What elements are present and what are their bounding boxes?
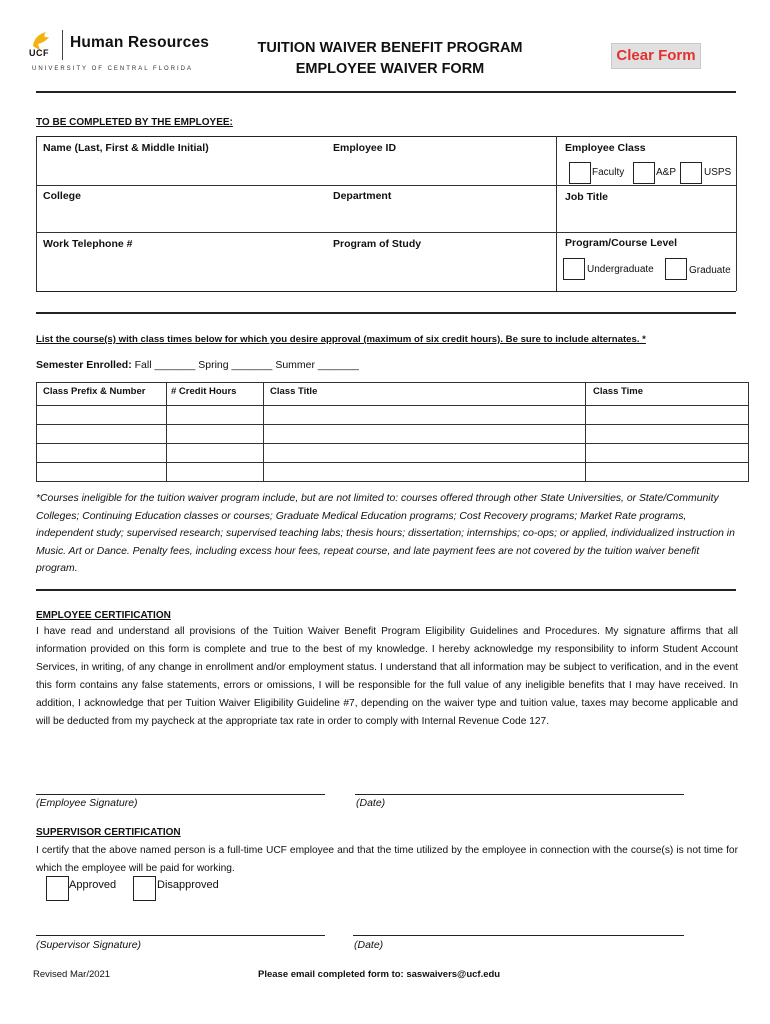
email-note: Please email completed form to: saswaivers@ucf.edu bbox=[258, 969, 501, 980]
work-phone-label: Work Telephone # bbox=[43, 238, 133, 250]
ap-label: A&P bbox=[656, 167, 677, 178]
course-col-divider bbox=[263, 382, 264, 482]
clear-form-button[interactable]: Clear Form bbox=[611, 43, 701, 69]
department-label: Department bbox=[333, 190, 392, 202]
employee-certification-text: I have read and understand all provisions of the Tuition Waiver Benefit Program Eligibility Guidelines and Procedures. My signature affirms that all information provided on this form is complete and true to the best of my knowledge. I hereby acknowledge my responsibility to inform Student Account Services, in writing, of any change in enrollment and/or employment status. I understand that all information may be subject to verification, and in the event this form contains any false statements, errors or omissions, I will be responsible for the full value of any ineligible benefits that I may have received. In addition, I acknowledge that per Tuition Waiver Eligibility Guideline #7, depending on the waiver type and tuition value, taxes may become applicable and will be deducted from my paycheck at the appropriate tax rate in order to comply with Internal Revenue Code 127. bbox=[36, 626, 738, 727]
employee-section-heading: TO BE COMPLETED BY THE EMPLOYEE: bbox=[36, 117, 233, 128]
name-label: Name (Last, First & Middle Initial) bbox=[43, 142, 209, 154]
form-title bbox=[220, 38, 560, 80]
program-label: Program of Study bbox=[333, 238, 422, 250]
table-border-left bbox=[36, 136, 37, 291]
approved-label: Approved bbox=[69, 879, 117, 891]
supervisor-signature-label: (Supervisor Signature) bbox=[36, 939, 142, 951]
table-row-line bbox=[36, 185, 736, 186]
employee-signature-line[interactable] bbox=[36, 794, 325, 795]
employee-date-label: (Date) bbox=[356, 797, 386, 809]
usps-checkbox[interactable] bbox=[680, 162, 702, 184]
graduate-checkbox[interactable] bbox=[665, 258, 687, 280]
job-title-label: Job Title bbox=[565, 191, 608, 203]
class-time-input[interactable] bbox=[586, 406, 748, 424]
faculty-checkbox[interactable] bbox=[569, 162, 591, 184]
col-credit-hours: # Credit Hours bbox=[171, 386, 237, 397]
semester-label: Semester Enrolled: bbox=[36, 359, 132, 371]
col-class-prefix: Class Prefix & Number bbox=[43, 386, 146, 397]
course-instruction: List the course(s) with class times below for which you desire approval (maximum of six credit hours). Be sure to include alternates. * bbox=[36, 334, 646, 345]
course-level-label: Program/Course Level bbox=[565, 237, 678, 249]
supervisor-date-label: (Date) bbox=[354, 939, 384, 951]
semester-enrolled bbox=[36, 359, 359, 371]
section-rule bbox=[36, 589, 736, 591]
ap-checkbox[interactable] bbox=[633, 162, 655, 184]
approved-checkbox[interactable] bbox=[46, 876, 69, 901]
supervisor-certification-heading: SUPERVISOR CERTIFICATION bbox=[36, 827, 181, 838]
course-row-line bbox=[36, 443, 749, 444]
graduate-label: Graduate bbox=[689, 265, 731, 276]
col-class-title: Class Title bbox=[270, 386, 318, 397]
col-class-time: Class Time bbox=[593, 386, 643, 397]
form-title-line1: TUITION WAIVER BENEFIT PROGRAM bbox=[257, 40, 523, 56]
form-title-line2: EMPLOYEE WAIVER FORM bbox=[295, 61, 485, 77]
course-col-divider bbox=[585, 382, 586, 482]
supervisor-signature-line[interactable] bbox=[36, 935, 325, 936]
class-title-input[interactable] bbox=[264, 406, 585, 424]
table-row-line bbox=[36, 232, 736, 233]
logo-university: UNIVERSITY OF CENTRAL FLORIDA bbox=[32, 66, 194, 72]
undergraduate-label: Undergraduate bbox=[587, 264, 654, 275]
employee-certification-heading: EMPLOYEE CERTIFICATION bbox=[36, 610, 171, 621]
undergraduate-checkbox[interactable] bbox=[563, 258, 585, 280]
table-border-right bbox=[736, 136, 737, 291]
ineligible-footnote: *Courses ineligible for the tuition waiver program include, but are not limited to: courses offered through other State Universities, or State/Community Colleges; Continuing Education classes or courses; Graduate Medical Education programs; Cost Recovery programs; Market Rate programs, independent study; supervised research; supervised teaching labs; thesis hours; dissertation; internships; co-ops; or applied, individualized instruction in Music. Art or Dance. Penalty fees, including excess hour fees, repeat course, and late payment fees are not covered by the tuition waiver benefit program. bbox=[36, 493, 735, 574]
semester-options: Fall _______ Spring _______ Summer _______ bbox=[134, 359, 359, 371]
employee-id-label: Employee ID bbox=[333, 142, 397, 154]
section-rule bbox=[36, 312, 736, 314]
course-table bbox=[36, 382, 749, 482]
course-col-divider bbox=[166, 382, 167, 482]
supervisor-date-line[interactable] bbox=[353, 935, 684, 936]
course-row-line bbox=[36, 424, 749, 425]
revised-date: Revised Mar/2021 bbox=[33, 969, 111, 980]
employee-class-label: Employee Class bbox=[565, 142, 646, 154]
credit-hours-input[interactable] bbox=[167, 406, 263, 424]
logo-divider bbox=[62, 30, 63, 60]
course-row-line bbox=[36, 462, 749, 463]
employee-signature-label: (Employee Signature) bbox=[36, 797, 138, 809]
employee-date-line[interactable] bbox=[355, 794, 684, 795]
supervisor-certification-text: I certify that the above named person is a full-time UCF employee and that the time utilized by the employee in connection with the course(s) is not time for which the employee will be paid for working. bbox=[36, 845, 738, 874]
course-prefix-input[interactable] bbox=[37, 406, 166, 424]
logo-title: Human Resources bbox=[70, 34, 210, 51]
usps-label: USPS bbox=[704, 167, 732, 178]
disapproved-label: Disapproved bbox=[157, 879, 219, 891]
faculty-label: Faculty bbox=[592, 167, 625, 178]
disapproved-checkbox[interactable] bbox=[133, 876, 156, 901]
college-label: College bbox=[43, 190, 81, 202]
table-divider bbox=[556, 136, 557, 291]
header-rule bbox=[36, 91, 736, 93]
ucf-logo-text: UCF bbox=[29, 48, 49, 58]
